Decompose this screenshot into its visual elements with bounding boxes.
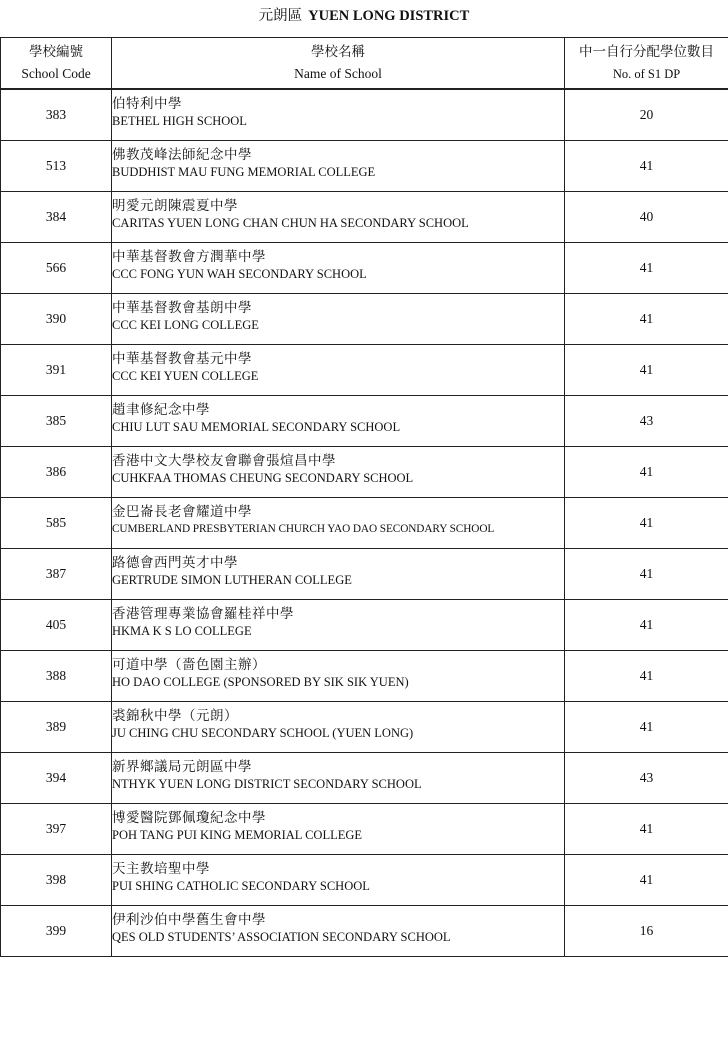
school-name-en: BETHEL HIGH SCHOOL bbox=[112, 114, 247, 128]
school-name-zh: 佛教茂峰法師紀念中學 bbox=[112, 147, 252, 163]
school-code: 405 bbox=[1, 600, 112, 651]
school-name-en: CCC KEI YUEN COLLEGE bbox=[112, 369, 259, 383]
school-name bbox=[112, 396, 565, 447]
header-row bbox=[1, 38, 728, 90]
table-row bbox=[1, 396, 728, 447]
school-name-en: PUI SHING CATHOLIC SECONDARY SCHOOL bbox=[112, 879, 370, 893]
school-code: 388 bbox=[1, 651, 112, 702]
table-row bbox=[1, 549, 728, 600]
school-name-en: CUMBERLAND PRESBYTERIAN CHURCH YAO DAO SECONDARY SCHOOL bbox=[112, 523, 495, 535]
table-body bbox=[1, 89, 728, 957]
school-code: 385 bbox=[1, 396, 112, 447]
s1-dp-count: 41 bbox=[565, 141, 728, 192]
school-name-zh: 裘錦秋中學（元朗） bbox=[112, 708, 238, 724]
school-name bbox=[112, 804, 565, 855]
page-title bbox=[0, 6, 728, 26]
school-code: 384 bbox=[1, 192, 112, 243]
table-row bbox=[1, 498, 728, 549]
school-name bbox=[112, 651, 565, 702]
school-name-zh: 金巴崙長老會耀道中學 bbox=[112, 504, 252, 520]
school-name bbox=[112, 141, 565, 192]
header-dp-en: No. of S1 DP bbox=[612, 67, 681, 81]
school-code: 387 bbox=[1, 549, 112, 600]
school-code: 399 bbox=[1, 906, 112, 957]
school-name-zh: 可道中學（嗇色園主辦） bbox=[112, 657, 266, 673]
school-name-en: CCC FONG YUN WAH SECONDARY SCHOOL bbox=[112, 267, 367, 281]
school-name bbox=[112, 753, 565, 804]
table-row bbox=[1, 345, 728, 396]
school-name-zh: 明愛元朗陳震夏中學 bbox=[112, 198, 238, 214]
school-name bbox=[112, 906, 565, 957]
title-en: YUEN LONG DISTRICT bbox=[308, 8, 470, 24]
school-name-en: JU CHING CHU SECONDARY SCHOOL (YUEN LONG) bbox=[112, 726, 414, 740]
school-code: 390 bbox=[1, 294, 112, 345]
school-code: 566 bbox=[1, 243, 112, 294]
header-code-en: School Code bbox=[21, 66, 91, 81]
school-name-en: CCC KEI LONG COLLEGE bbox=[112, 318, 259, 332]
school-name-zh: 中華基督教會方潤華中學 bbox=[112, 249, 266, 265]
s1-dp-count: 41 bbox=[565, 498, 728, 549]
table-row bbox=[1, 89, 728, 141]
school-name-en: CUHKFAA THOMAS CHEUNG SECONDARY SCHOOL bbox=[112, 471, 414, 485]
s1-dp-count: 41 bbox=[565, 804, 728, 855]
school-code: 398 bbox=[1, 855, 112, 906]
table-row bbox=[1, 294, 728, 345]
school-name-en: BUDDHIST MAU FUNG MEMORIAL COLLEGE bbox=[112, 165, 376, 179]
school-name bbox=[112, 702, 565, 753]
table-row bbox=[1, 702, 728, 753]
school-name bbox=[112, 549, 565, 600]
school-name bbox=[112, 855, 565, 906]
school-name-en: GERTRUDE SIMON LUTHERAN COLLEGE bbox=[112, 573, 352, 587]
school-name bbox=[112, 192, 565, 243]
school-code: 513 bbox=[1, 141, 112, 192]
school-name-zh: 天主教培聖中學 bbox=[112, 861, 210, 877]
header-name-zh: 學校名稱 bbox=[311, 44, 365, 60]
header-school-code bbox=[1, 38, 112, 90]
s1-dp-count: 40 bbox=[565, 192, 728, 243]
header-s1-dp bbox=[565, 38, 728, 90]
school-name-zh: 博愛醫院鄧佩瓊紀念中學 bbox=[112, 810, 266, 826]
school-name-zh: 中華基督教會基朗中學 bbox=[112, 300, 252, 316]
s1-dp-count: 41 bbox=[565, 702, 728, 753]
school-code: 585 bbox=[1, 498, 112, 549]
school-name-en: HO DAO COLLEGE (SPONSORED BY SIK SIK YUEN) bbox=[112, 675, 409, 689]
school-name-zh: 中華基督教會基元中學 bbox=[112, 351, 252, 367]
table-row bbox=[1, 243, 728, 294]
school-name bbox=[112, 89, 565, 141]
school-name-en: NTHYK YUEN LONG DISTRICT SECONDARY SCHOOL bbox=[112, 777, 422, 791]
table-row bbox=[1, 141, 728, 192]
table-row bbox=[1, 651, 728, 702]
school-name-en: CARITAS YUEN LONG CHAN CHUN HA SECONDARY SCHOOL bbox=[112, 216, 469, 230]
school-name bbox=[112, 498, 565, 549]
school-code: 397 bbox=[1, 804, 112, 855]
school-name-zh: 香港中文大學校友會聯會張煊昌中學 bbox=[112, 453, 336, 469]
table-header bbox=[1, 38, 728, 90]
s1-dp-count: 41 bbox=[565, 345, 728, 396]
s1-dp-count: 43 bbox=[565, 753, 728, 804]
header-code-zh: 學校編號 bbox=[29, 44, 83, 60]
table-row bbox=[1, 906, 728, 957]
school-code: 391 bbox=[1, 345, 112, 396]
school-name-en: CHIU LUT SAU MEMORIAL SECONDARY SCHOOL bbox=[112, 420, 401, 434]
school-code: 394 bbox=[1, 753, 112, 804]
header-dp-zh: 中一自行分配學位數目 bbox=[579, 44, 714, 60]
school-name-zh: 伊利沙伯中學舊生會中學 bbox=[112, 912, 266, 928]
s1-dp-count: 41 bbox=[565, 855, 728, 906]
s1-dp-count: 43 bbox=[565, 396, 728, 447]
table-row bbox=[1, 600, 728, 651]
school-name-en: POH TANG PUI KING MEMORIAL COLLEGE bbox=[112, 828, 363, 842]
header-school-name bbox=[112, 38, 565, 90]
table-row bbox=[1, 192, 728, 243]
s1-dp-count: 16 bbox=[565, 906, 728, 957]
title-zh: 元朗區 bbox=[258, 8, 303, 24]
school-name-en: QES OLD STUDENTS’ ASSOCIATION SECONDARY SCHOOL bbox=[112, 930, 451, 944]
school-code: 389 bbox=[1, 702, 112, 753]
school-name bbox=[112, 447, 565, 498]
s1-dp-count: 41 bbox=[565, 651, 728, 702]
school-name bbox=[112, 294, 565, 345]
school-name-zh: 路德會西門英才中學 bbox=[112, 555, 238, 571]
s1-dp-count: 41 bbox=[565, 447, 728, 498]
s1-dp-count: 41 bbox=[565, 549, 728, 600]
school-name-zh: 伯特利中學 bbox=[112, 96, 182, 112]
school-code: 386 bbox=[1, 447, 112, 498]
school-name-zh: 趙聿修紀念中學 bbox=[112, 402, 210, 418]
s1-dp-count: 41 bbox=[565, 294, 728, 345]
table-row bbox=[1, 804, 728, 855]
s1-dp-count: 41 bbox=[565, 243, 728, 294]
school-name-en: HKMA K S LO COLLEGE bbox=[112, 624, 252, 638]
header-name-en: Name of School bbox=[294, 66, 382, 81]
school-name bbox=[112, 243, 565, 294]
s1-dp-count: 41 bbox=[565, 600, 728, 651]
s1-dp-count: 20 bbox=[565, 89, 728, 141]
table-row bbox=[1, 447, 728, 498]
school-name-zh: 新界鄉議局元朗區中學 bbox=[112, 759, 252, 775]
table-row bbox=[1, 753, 728, 804]
school-name-zh: 香港管理專業協會羅桂祥中學 bbox=[112, 606, 294, 622]
school-table bbox=[0, 37, 728, 957]
school-code: 383 bbox=[1, 89, 112, 141]
table-row bbox=[1, 855, 728, 906]
school-name bbox=[112, 345, 565, 396]
school-name bbox=[112, 600, 565, 651]
